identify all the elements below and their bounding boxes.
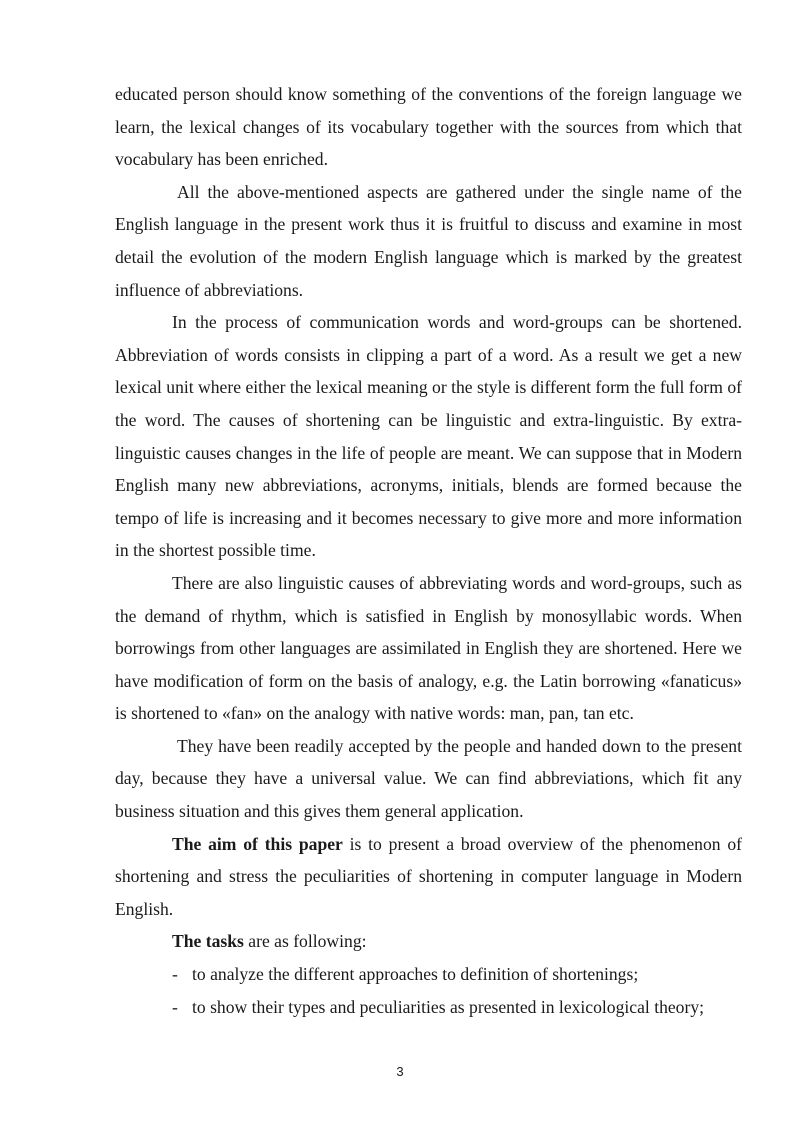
paragraph-aspects (115, 176, 742, 306)
paragraph-tasks-intro (115, 925, 742, 958)
document-body (115, 78, 742, 1023)
list-item (115, 958, 742, 991)
paragraph-communication (115, 306, 742, 567)
task-list (115, 958, 742, 1023)
tasks-heading: The tasks (172, 931, 244, 952)
paragraph-aim (115, 828, 742, 926)
paragraph-acceptance (115, 730, 742, 828)
paragraph-text: is to present a broad overview of the phenomenon of shortening and stress the peculiarities of shortening in computer language in Modern English. (115, 833, 742, 919)
list-item (115, 991, 742, 1024)
list-item-text: to show their types and peculiarities as presented in lexicological theory; (192, 996, 705, 1017)
list-dash: - (172, 996, 178, 1017)
paragraph-text: They have been readily accepted by the people and handed down to the present day, because they have a universal value. We can find abbreviations, which fit any business situation and this gives them general application. (115, 735, 742, 822)
paragraph-text: All the above-mentioned aspects are gathered under the single name of the English language in the present work thus it is fruitful to discuss and examine in most detail the evolution of the modern English language which is marked by the greatest influence of abbreviations. (115, 181, 742, 300)
list-dash: - (172, 964, 178, 985)
list-item-text: to analyze the different approaches to definition of shortenings; (192, 964, 639, 985)
paragraph-text: are as following: (243, 931, 367, 952)
paragraph-text: In the process of communication words and word-groups can be shortened. Abbreviation of words consists in clipping a part of a word. As a result we get a new lexical unit where either the lexical meaning or the style is different form the full form of the word. The causes of shortening can be linguistic and extra-linguistic. By extra-linguistic causes changes in the life of people are meant. We can suppose that in Modern English many new abbreviations, acronyms, initials, blends are formed because the tempo of life is increasing and it becomes necessary to give more and more information in the shortest possible time. (115, 312, 742, 561)
paragraph-text: educated person should know something of the conventions of the foreign language we learn, the lexical changes of its vocabulary together with the sources from which that vocabulary has been enriched. (115, 84, 742, 170)
paragraph-continuation (115, 78, 742, 176)
aim-heading: The aim of this paper (172, 833, 343, 854)
paragraph-text: There are also linguistic causes of abbreviating words and word-groups, such as the demand of rhythm, which is satisfied in English by monosyllabic words. When borrowings from other languages are assimilated in English they are shortened. Here we have modification of form on the basis of analogy, e.g. the Latin borrowing «fanaticus» is shortened to «fan» on the analogy with native words: man, pan, tan etc. (115, 572, 742, 724)
paragraph-linguistic-causes (115, 567, 742, 730)
page-number: 3 (396, 1064, 404, 1079)
